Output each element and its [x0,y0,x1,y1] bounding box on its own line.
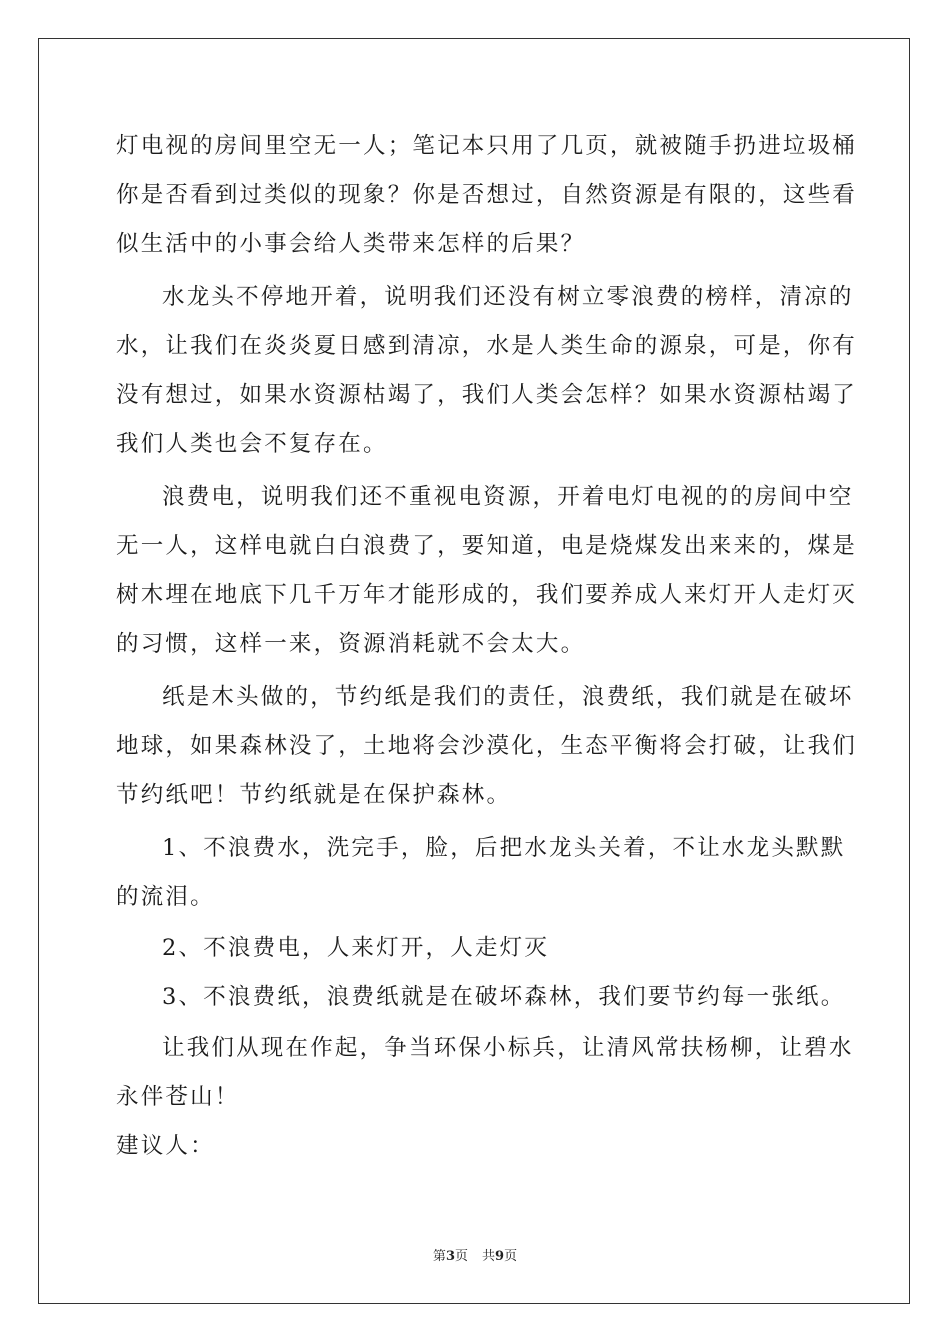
total-suffix: 页 [504,1249,518,1264]
text-line: 的习惯，这样一来，资源消耗就不会太大。 [116,631,586,657]
text-line: 无一人，这样电就白白浪费了，要知道，电是烧煤发出来来的，煤是 [116,533,858,559]
text-line: 树木埋在地底下几千万年才能形成的，我们要养成人来灯开人走灯灭 [116,582,858,608]
total-prefix: 共 [482,1249,496,1264]
text-line: 我们人类也会不复存在。 [116,431,388,457]
text-line: 永伴苍山！ [116,1084,240,1110]
total-page-number: 9 [495,1249,505,1264]
text-line: 灯电视的房间里空无一人；笔记本只用了几页，就被随手扔进垃圾桶 [116,133,858,159]
text-line: 节约纸吧！节约纸就是在保护森林。 [116,782,512,808]
page-footer [0,1245,950,1264]
text-line: 水，让我们在炎炎夏日感到清凉，水是人类生命的源泉，可是，你有 [116,333,858,359]
paragraph-first-line: 让我们从现在作起，争当环保小标兵，让清风常扶杨柳，让碧水 [162,1035,854,1061]
list-item: 2、不浪费电，人来灯开，人走灯灭 [162,935,550,961]
page-prefix: 第 [432,1249,446,1264]
text-line: 似生活中的小事会给人类带来怎样的后果？ [116,231,586,257]
text-line: 没有想过，如果水资源枯竭了，我们人类会怎样？如果水资源枯竭了 [116,382,858,408]
text-line: 地球，如果森林没了，土地将会沙漠化，生态平衡将会打破，让我们 [116,733,858,759]
page-suffix: 页 [454,1249,468,1264]
text-line: 的流泪。 [116,884,215,910]
list-item-first-line: 1、不浪费水，洗完手，脸，后把水龙头关着，不让水龙头默默 [162,835,846,861]
text-line: 你是否看到过类似的现象？你是否想过，自然资源是有限的，这些看 [116,182,858,208]
current-page-number: 3 [445,1249,455,1264]
paragraph-first-line: 纸是木头做的，节约纸是我们的责任，浪费纸，我们就是在破坏 [162,684,854,710]
list-item: 3、不浪费纸，浪费纸就是在破坏森林，我们要节约每一张纸。 [162,984,846,1010]
signature-label: 建议人： [116,1133,215,1159]
paragraph-first-line: 浪费电，说明我们还不重视电资源，开着电灯电视的的房间中空 [162,484,854,510]
paragraph-first-line: 水龙头不停地开着，说明我们还没有树立零浪费的榜样，清凉的 [162,284,854,310]
